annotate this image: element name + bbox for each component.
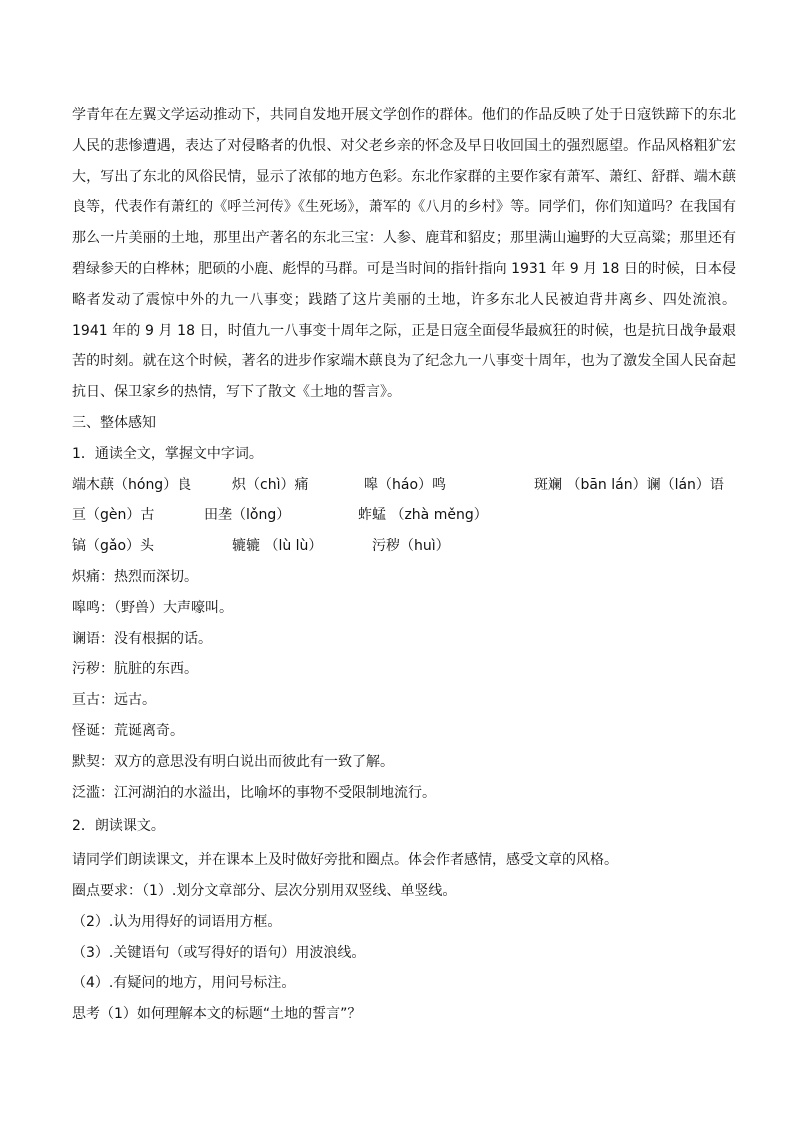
vocab-entry: 镐（gǎo）头: [72, 538, 155, 555]
vocab-entry: 亘（gèn）古: [72, 507, 155, 524]
read-instruction: 请同学们朗读课文，并在课本上及时做好旁批和圈点。体会作者感情，感受文章的风格。: [72, 852, 618, 869]
definitions-list: [72, 562, 736, 808]
mark-requirement-item: （2）.认为用得好的词语用方框。: [72, 913, 282, 930]
vocab-entry: 端木蕻（hóng）良: [72, 476, 192, 493]
definition-item: 谰语：没有根据的话。: [72, 630, 212, 647]
item-2-heading: 2．朗读课文。: [72, 818, 165, 835]
definition-item: 默契：双方的意思没有明白说出而彼此有一致了解。: [72, 753, 394, 770]
vocab-row: [72, 531, 736, 562]
definition-item: 泛滥：江河湖泊的水溢出，比喻坏的事物不受限制地流行。: [72, 784, 436, 801]
definition-item: 亘古：远古。: [72, 692, 156, 709]
definition-item: 炽痛：热烈而深切。: [72, 568, 198, 585]
think-question: 思考（1）如何理解本文的标题“土地的誓言”？: [72, 1006, 362, 1023]
mark-requirement-item: （3）.关键语句（或写得好的语句）用波浪线。: [72, 944, 366, 961]
vocab-entry: 斑斓 （bān lán）谰（lán）语: [534, 476, 724, 493]
definition-item: 嗥鸣：（野兽）大声嚎叫。: [72, 599, 233, 616]
definition-item: 怪诞：荒诞离奇。: [72, 722, 184, 739]
section-heading-overall-perception: 三、整体感知: [72, 414, 156, 431]
intro-paragraph: 学青年在左翼文学运动推动下，共同自发地开展文学创作的群体。他们的作品反映了处于日寇铁蹄下的东北人民的悲惨遭遇，表达了对侵略者的仇恨、对父老乡亲的怀念及早日收回国土的强烈愿望。作品风格粗犷宏大，写出了东北的风俗民情，显示了浓郁的地方色彩。东北作家群的主要作家有萧军、萧红、舒群、端木蕻良等，代表作有萧红的《呼兰河传》《生死场》，萧军的《八月的乡村》等。同学们，你们知道吗？在我国有那么一片美丽的土地，那里出产著名的东北三宝：人参、鹿茸和貂皮；那里满山遍野的大豆高粱；那里还有碧绿参天的白桦林；肥硕的小鹿、彪悍的马群。可是当时间的指针指向 1931 年 9 月 18 日的时候，日本侵略者发动了震惊中外的九一八事变；践踏了这片美丽的土地，许多东北人民被迫背井离乡、四处流浪。1941 年的 9 月 18 日，时值九一八事变十周年之际，正是日寇全面侵华最疯狂的时候，也是抗日战争最艰苦的时刻。就在这个时候，著名的进步作家端木蕻良为了纪念九一八事变十周年，也为了激发全国人民奋起抗日、保卫家乡的热情，写下了散文《土地的誓言》。: [72, 107, 736, 401]
mark-requirements: [72, 876, 736, 999]
vocab-entry: 田垄（lǒng）: [204, 507, 291, 524]
document-body: [72, 100, 736, 1030]
mark-requirement-item: 圈点要求：（1）.划分文章部分、层次分别用双竖线、单竖线。: [72, 882, 457, 899]
vocab-row: [72, 500, 736, 531]
item-1-heading: 1．通读全文，掌握文中字词。: [72, 445, 263, 462]
vocab-entry: 辘辘 （lù lù）: [232, 538, 323, 555]
vocab-row: [72, 470, 736, 501]
mark-requirement-item: （4）.有疑问的地方，用问号标注。: [72, 975, 296, 992]
intro-section: [72, 100, 736, 408]
vocab-entry: 污秽（huì）: [372, 538, 450, 555]
vocab-list: [72, 470, 736, 562]
vocab-entry: 蚱蜢 （zhà měng）: [358, 507, 488, 524]
definition-item: 污秽：肮脏的东西。: [72, 661, 198, 678]
vocab-entry: 炽（chì）痛: [232, 476, 309, 493]
vocab-entry: 嗥（háo）鸣: [364, 476, 447, 493]
